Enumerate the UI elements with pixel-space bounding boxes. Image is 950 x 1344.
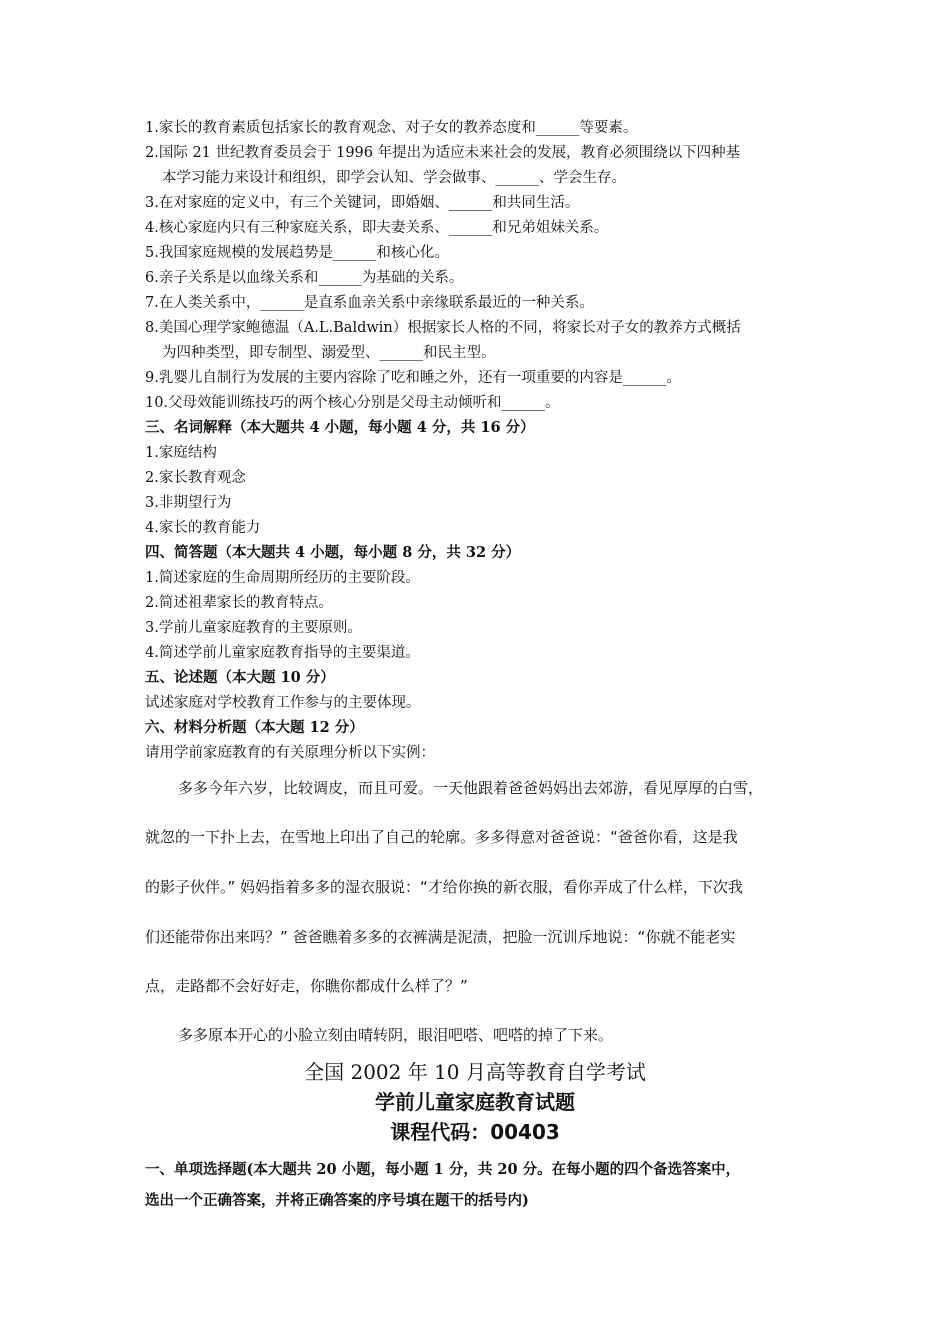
section4-item-2: 2.简述祖辈家长的教育特点。 [145, 595, 333, 611]
blank-item-1: 1.家长的教育素质包括家长的教育观念、对子女的教养态度和______等要素。 [145, 120, 638, 136]
material-line-4: 们还能带你出来吗？” 爸爸瞧着多多的衣裤满是泥渍，把脸一沉训斥地说：“你就不能老实 [145, 928, 736, 946]
section3-item-3: 3.非期望行为 [145, 495, 232, 511]
material-line-5: 点，走路都不会好好走，你瞧你都成什么样了？” [145, 977, 468, 995]
section3-item-2: 2.家长教育观念 [145, 470, 246, 486]
section5-item-1: 试述家庭对学校教育工作参与的主要体现。 [145, 695, 421, 711]
blank-item-6: 6.亲子关系是以血缘关系和______为基础的关系。 [145, 270, 464, 286]
section5-heading: 五、论述题（本大题 10 分） [145, 669, 335, 686]
blank-item-2: 2.国际 21 世纪教育委员会于 1996 年提出为适应未来社会的发展，教育必须围绕以下四种基 [145, 145, 741, 161]
blank-item-8-cont: 为四种类型，即专制型、溺爱型、______和民主型。 [162, 345, 496, 361]
exam-title: 学前儿童家庭教育试题 [375, 1090, 575, 1114]
section3-item-4: 4.家长的教育能力 [145, 520, 261, 536]
blank-item-3: 3.在对家庭的定义中，有三个关键词，即婚姻、______和共同生活。 [145, 195, 580, 211]
section6-intro: 请用学前家庭教育的有关原理分析以下实例： [145, 745, 435, 761]
course-code: 课程代码：00403 [390, 1120, 560, 1144]
material-line-6: 多多原本开心的小脸立刻由晴转阴，眼泪吧嗒、吧嗒的掉了下来。 [178, 1026, 614, 1044]
blank-item-4: 4.核心家庭内只有三种家庭关系，即夫妻关系、______和兄弟姐妹关系。 [145, 220, 609, 236]
material-line-2: 就忽的一下扑上去，在雪地上印出了自己的轮廓。多多得意对爸爸说：“爸爸你看，这是我 [145, 828, 738, 846]
blank-item-8: 8.美国心理学家鲍德温（A.L.Baldwin）根据家长人格的不同，将家长对子女的教养方式概括 [145, 320, 741, 336]
section6-heading: 六、材料分析题（本大题 12 分） [145, 719, 364, 736]
section4-item-1: 1.简述家庭的生命周期所经历的主要阶段。 [145, 570, 420, 586]
blank-item-9: 9.乳婴儿自制行为发展的主要内容除了吃和睡之外，还有一项重要的内容是______。 [145, 370, 681, 386]
exam-header-line: 全国 2002 年 10 月高等教育自学考试 [304, 1060, 646, 1084]
section4-heading: 四、简答题（本大题共 4 小题，每小题 8 分，共 32 分） [145, 544, 521, 561]
material-line-1: 多多今年六岁，比较调皮，而且可爱。一天他跟着爸爸妈妈出去郊游，看见厚厚的白雪， [178, 779, 764, 797]
section4-item-4: 4.简述学前儿童家庭教育指导的主要渠道。 [145, 645, 420, 661]
blank-item-7: 7.在人类关系中，______是直系血亲关系中亲缘联系最近的一种关系。 [145, 295, 594, 311]
material-line-3: 的影子伙伴。” 妈妈指着多多的湿衣服说：“才给你换的新衣服，看你弄成了什么样，下次我 [145, 878, 743, 896]
blank-item-2-cont: 本学习能力来设计和组织，即学会认知、学会做事、______、学会生存。 [162, 170, 626, 186]
blank-item-10: 10.父母效能训练技巧的两个核心分别是父母主动倾听和______。 [145, 395, 560, 411]
blank-item-5: 5.我国家庭规模的发展趋势是______和核心化。 [145, 245, 449, 261]
section1-heading: 一、单项选择题(本大题共 20 小题，每小题 1 分，共 20 分。在每小题的四个备选答案中， [145, 1161, 741, 1178]
section3-item-1: 1.家庭结构 [145, 445, 217, 461]
section3-heading: 三、名词解释（本大题共 4 小题，每小题 4 分，共 16 分） [145, 419, 535, 436]
section4-item-3: 3.学前儿童家庭教育的主要原则。 [145, 620, 362, 636]
section1-heading-cont: 选出一个正确答案，并将正确答案的序号填在题干的括号内) [145, 1192, 529, 1209]
